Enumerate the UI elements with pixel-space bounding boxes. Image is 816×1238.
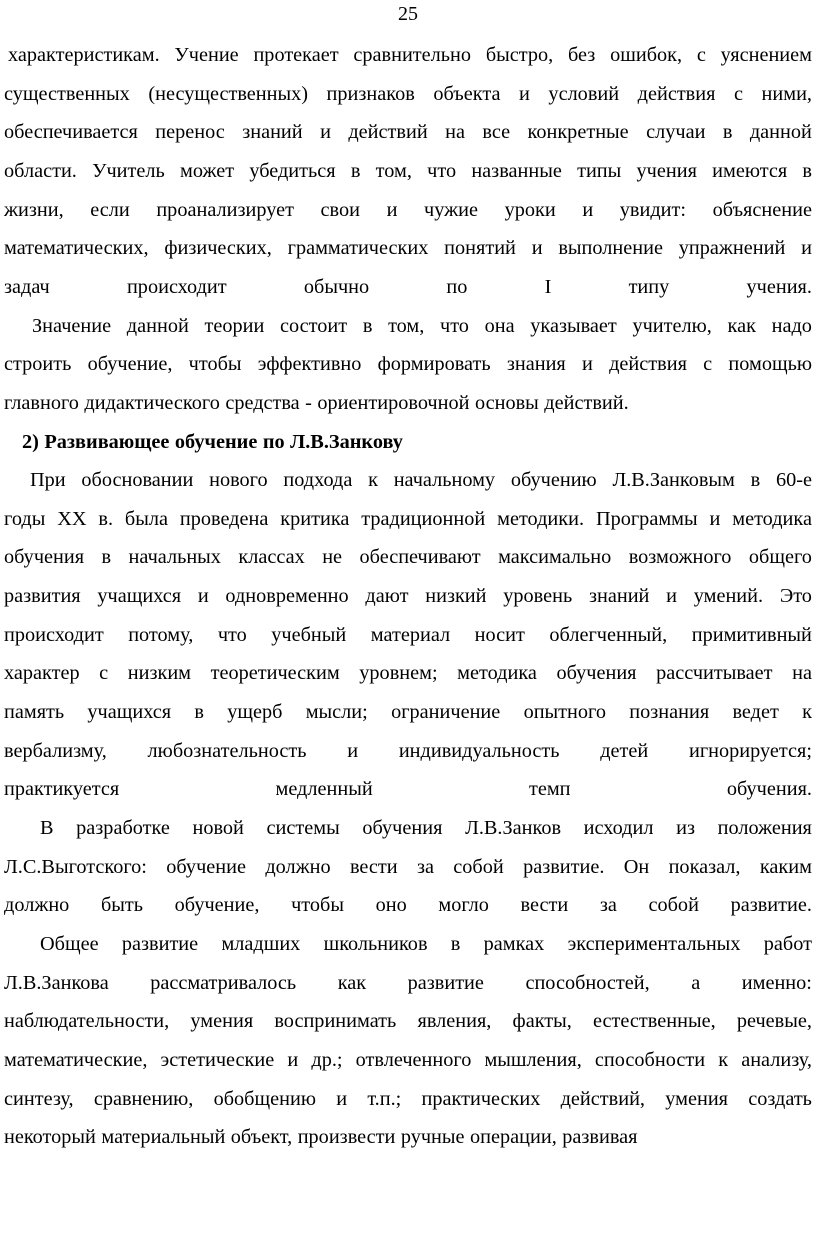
word: в	[194, 701, 204, 724]
word: любознательность	[147, 739, 307, 762]
word: формировать	[377, 353, 491, 376]
word: обеспечивается	[4, 121, 138, 144]
word: и	[531, 237, 543, 260]
word: быстро,	[485, 44, 554, 66]
text-line	[4, 235, 812, 274]
word: 2)	[22, 430, 39, 453]
word: речевые,	[736, 1010, 812, 1033]
section-heading	[4, 429, 812, 468]
word: учащихся	[87, 701, 172, 724]
word: умений.	[693, 585, 764, 608]
word: примитивный	[691, 623, 812, 646]
word: индивидуальность	[398, 739, 560, 762]
word: обычно	[303, 275, 370, 298]
word: из	[676, 817, 695, 839]
word: нового	[209, 469, 268, 492]
word: произвести	[297, 1126, 396, 1149]
word: и	[582, 198, 594, 221]
word: показал,	[668, 855, 741, 878]
word: развитие.	[730, 894, 812, 917]
word: начальных	[128, 546, 221, 569]
word: положения	[717, 817, 812, 839]
word: возможного	[628, 546, 732, 569]
text-line	[4, 313, 812, 352]
word: к	[802, 701, 812, 724]
word: развития	[4, 585, 81, 608]
word: характеристикам.	[8, 44, 160, 66]
word: При	[30, 469, 66, 492]
word: случаи	[646, 121, 706, 144]
word: обучения	[556, 662, 637, 685]
word: надо	[771, 314, 812, 337]
word: обучение,	[87, 353, 173, 376]
word: Учение	[174, 44, 239, 66]
word: воспринимать	[274, 1010, 397, 1033]
word: опытного	[523, 701, 606, 724]
word: в	[362, 314, 373, 337]
word: существенных	[4, 82, 130, 105]
word: экспериментальных	[567, 932, 741, 955]
word: анализу,	[741, 1048, 812, 1071]
word: в	[722, 121, 733, 144]
word: обучения	[362, 817, 443, 839]
word: на	[445, 121, 465, 144]
word: дидактического	[84, 391, 220, 414]
word: типы	[577, 159, 622, 182]
word: др.;	[311, 1048, 343, 1071]
word: ведет	[732, 701, 779, 724]
word: наблюдательности,	[4, 1010, 170, 1033]
word: Л.В.Занкову	[290, 430, 403, 453]
word: собой	[453, 855, 504, 878]
word: перенос	[155, 121, 225, 144]
word: что	[440, 314, 469, 337]
word: быть	[100, 894, 144, 917]
word: мышления,	[484, 1048, 582, 1071]
word: действия	[609, 353, 687, 376]
word: убедиться	[249, 159, 336, 182]
word: рамках	[483, 932, 545, 955]
word: умения	[665, 1087, 728, 1110]
word: могло	[438, 894, 489, 917]
word: каким	[759, 855, 812, 878]
word: Л.С.Выготского:	[4, 855, 147, 878]
word: методика	[732, 507, 812, 530]
word: к	[718, 1048, 729, 1071]
word: уроки	[504, 198, 556, 221]
word: познания	[629, 701, 710, 724]
word: рассматривалось	[150, 971, 297, 994]
word: не	[322, 546, 343, 569]
word: Л.В.Занков	[465, 817, 562, 839]
word: по	[446, 275, 468, 298]
word: к	[368, 469, 378, 492]
word: математических,	[4, 237, 149, 260]
word: условий	[548, 82, 620, 105]
word: т.п.;	[367, 1087, 402, 1110]
word: вести	[520, 894, 569, 917]
word: действий,	[560, 1087, 646, 1110]
word: характер	[4, 662, 80, 685]
word: как	[337, 971, 367, 994]
word: именно:	[741, 971, 812, 994]
word: в	[750, 469, 761, 492]
text-line	[4, 119, 812, 158]
word: системы	[266, 817, 340, 839]
word: свои	[320, 198, 360, 221]
word: типу	[628, 275, 670, 298]
word: данной	[126, 314, 189, 337]
word: эстетические	[160, 1048, 275, 1071]
text-line	[4, 158, 812, 197]
word: практикуется	[4, 778, 120, 801]
word: состоит	[280, 314, 348, 337]
word: в	[450, 932, 461, 955]
word: годы	[4, 507, 46, 530]
text-line	[4, 506, 812, 545]
word: жизни,	[4, 198, 64, 221]
word: помощью	[728, 353, 812, 376]
word: уяснением	[720, 44, 812, 66]
word: и	[666, 585, 677, 608]
text-line	[4, 970, 812, 1009]
word: обучению	[510, 469, 597, 492]
word: обучения.	[726, 778, 812, 801]
word: протекает	[253, 44, 339, 66]
word: проведена	[179, 507, 269, 530]
word: методика	[457, 662, 537, 685]
page-number: 25	[398, 3, 418, 25]
word: Общее	[40, 932, 99, 955]
word: обучение	[166, 855, 246, 878]
word: развитие	[121, 932, 199, 955]
word: знаний	[588, 585, 650, 608]
word: собой	[648, 894, 699, 917]
word: облегченный,	[549, 623, 668, 646]
word: и	[197, 585, 209, 608]
word: факты,	[512, 1010, 572, 1033]
word: области.	[4, 159, 77, 182]
word: ущерб	[227, 701, 283, 724]
word: методики.	[497, 507, 585, 530]
word: уровень	[503, 585, 573, 608]
word: отвлеченного	[355, 1048, 472, 1071]
word: Он	[623, 855, 650, 878]
word: память	[4, 701, 65, 724]
word: и	[709, 507, 721, 530]
word: конкретные	[527, 121, 629, 144]
word: потому,	[128, 623, 194, 646]
word: медленный	[275, 778, 373, 801]
word: чтобы	[188, 353, 242, 376]
word: игнорируется;	[689, 739, 812, 762]
word: математические,	[4, 1048, 148, 1071]
word: названные	[471, 159, 562, 182]
word: объекта	[433, 82, 501, 105]
word: обучение	[174, 430, 258, 453]
word: традиционной	[361, 507, 486, 530]
word: теоретическим	[210, 662, 340, 685]
word: чтобы	[291, 894, 344, 917]
word: низким	[127, 662, 192, 685]
word: и	[320, 121, 331, 144]
word: подхода	[283, 469, 353, 492]
word: Развивающее	[44, 430, 170, 453]
text-line	[4, 1086, 812, 1125]
word: Значение	[32, 314, 112, 337]
word: Учитель	[92, 159, 165, 182]
text-line	[4, 931, 812, 970]
word: происходит	[4, 623, 104, 646]
word: материальный	[101, 1126, 226, 1149]
word: объяснение	[712, 198, 812, 221]
word: теории	[204, 314, 265, 337]
word: новой	[192, 817, 244, 839]
word: главного	[4, 391, 79, 414]
word: указывает	[530, 314, 617, 337]
word: некоторый	[4, 1126, 96, 1149]
word: действия	[637, 82, 716, 105]
word: разработке	[76, 817, 170, 839]
word: ограничение	[391, 701, 501, 724]
word: том,	[375, 159, 412, 182]
text-line	[4, 622, 812, 661]
word: грамматических	[287, 237, 429, 260]
word: и	[582, 353, 593, 376]
word: оно	[375, 894, 407, 917]
word: выполнение	[558, 237, 663, 260]
word: темп	[528, 778, 571, 801]
word: Программы	[595, 507, 698, 530]
word: мысли;	[305, 701, 368, 724]
word: и	[519, 82, 530, 105]
word: чужие	[424, 198, 478, 221]
word: вербализму,	[4, 739, 107, 762]
word: с	[99, 662, 109, 685]
word: том,	[388, 314, 425, 337]
word: обобщению	[213, 1087, 316, 1110]
word: и	[386, 198, 398, 221]
word: что	[427, 159, 457, 182]
word: с	[733, 82, 743, 105]
word: начальному	[393, 469, 496, 492]
word: рассчитывает	[656, 662, 773, 685]
word: действий.	[544, 391, 629, 414]
word: увидит:	[619, 198, 687, 221]
word: что	[217, 623, 247, 646]
word: материал	[370, 623, 451, 646]
word: признаков	[326, 82, 415, 105]
word: учащихся	[97, 585, 182, 608]
word: в.	[98, 507, 114, 530]
word: развитие.	[523, 855, 605, 878]
text-line	[4, 892, 812, 931]
word: Л.В.Занкова	[4, 971, 109, 994]
text-line	[4, 738, 812, 777]
word: данной	[749, 121, 812, 144]
word: ошибок,	[610, 44, 683, 66]
word: общего	[748, 546, 812, 569]
word: с	[696, 44, 706, 66]
word: уровнем;	[359, 662, 438, 685]
word: должно	[265, 855, 331, 878]
text-line	[4, 660, 812, 699]
word: развитие	[407, 971, 484, 994]
word: имеются	[712, 159, 788, 182]
word: ними,	[761, 82, 812, 105]
word: обосновании	[81, 469, 194, 492]
word: в	[101, 546, 112, 569]
word: обучение,	[174, 894, 260, 917]
word: умения	[190, 1010, 254, 1033]
word: эффективно	[257, 353, 362, 376]
word: понятий	[444, 237, 516, 260]
word: и	[287, 1048, 299, 1071]
word: задач	[4, 275, 50, 298]
word: низкий	[425, 585, 487, 608]
word: была	[124, 507, 168, 530]
word: способностей,	[525, 971, 650, 994]
word: практических	[421, 1087, 541, 1110]
word: критика	[280, 507, 350, 530]
word: I	[544, 275, 552, 298]
word: и	[347, 739, 359, 762]
word: происходит	[126, 275, 227, 298]
word: с	[703, 353, 713, 376]
word: детей	[600, 739, 649, 762]
word: учения	[636, 159, 697, 182]
word: основы	[474, 391, 539, 414]
word: школьников	[323, 932, 428, 955]
word: на	[792, 662, 812, 685]
text-line	[4, 467, 812, 506]
text-line	[4, 776, 812, 815]
word: явления,	[417, 1010, 492, 1033]
word: и	[336, 1087, 348, 1110]
word: средства	[225, 391, 300, 414]
word: без	[568, 44, 596, 66]
word: вести	[349, 855, 398, 878]
text-line	[4, 81, 812, 120]
text-line	[4, 42, 812, 81]
text-line	[4, 544, 812, 583]
text-line	[4, 854, 812, 893]
text-line	[4, 351, 812, 390]
word: младших	[221, 932, 301, 955]
text-line	[4, 1124, 812, 1163]
word: в	[350, 159, 361, 182]
word: XX	[57, 507, 87, 530]
word: развивая	[562, 1126, 638, 1149]
word: сравнительно	[353, 44, 472, 66]
word: работ	[763, 932, 812, 955]
word: упражнений	[678, 237, 786, 260]
word: должно	[4, 894, 70, 917]
word: если	[90, 198, 130, 221]
text-line	[4, 274, 812, 313]
word: ориентировочной	[317, 391, 470, 414]
word: учителю,	[632, 314, 712, 337]
word: максимально	[498, 546, 612, 569]
word: В	[40, 817, 54, 839]
word: -	[305, 391, 312, 414]
word: операции,	[470, 1126, 557, 1149]
text-line	[4, 1047, 812, 1086]
word: как	[727, 314, 756, 337]
word: Л.В.Занковым	[612, 469, 735, 492]
word: 60-е	[775, 469, 812, 492]
word: дают	[365, 585, 409, 608]
word: проанализирует	[156, 198, 294, 221]
word: классах	[238, 546, 305, 569]
word: знания	[506, 353, 566, 376]
word: в	[802, 159, 812, 182]
word: исходил	[583, 817, 654, 839]
word: действий	[348, 121, 428, 144]
word: все	[482, 121, 511, 144]
word: а	[691, 971, 701, 994]
word: учения.	[746, 275, 812, 298]
word: сравнению,	[93, 1087, 194, 1110]
word: строить	[4, 353, 72, 376]
word: учебный	[271, 623, 347, 646]
word: одновременно	[225, 585, 349, 608]
text-line	[4, 1008, 812, 1047]
word: естественные,	[593, 1010, 716, 1033]
word: она	[484, 314, 515, 337]
word: Это	[779, 585, 812, 608]
text-line	[4, 699, 812, 738]
word: (несущественных)	[148, 82, 309, 105]
text-line	[4, 583, 812, 622]
word: синтезу,	[4, 1087, 74, 1110]
word: объект,	[230, 1126, 293, 1149]
text-line	[4, 390, 812, 429]
word: способности	[594, 1048, 706, 1071]
word: и	[801, 237, 812, 260]
word: по	[262, 430, 285, 453]
word: за	[599, 894, 617, 917]
word: создать	[748, 1087, 812, 1110]
word: знаний	[242, 121, 303, 144]
text-line	[4, 197, 812, 236]
word: может	[180, 159, 235, 182]
word: носит	[474, 623, 525, 646]
word: физических,	[164, 237, 272, 260]
word: ручные	[400, 1126, 465, 1149]
word: за	[416, 855, 434, 878]
word: обучения	[4, 546, 85, 569]
text-line	[4, 815, 812, 854]
word: обеспечивают	[359, 546, 481, 569]
